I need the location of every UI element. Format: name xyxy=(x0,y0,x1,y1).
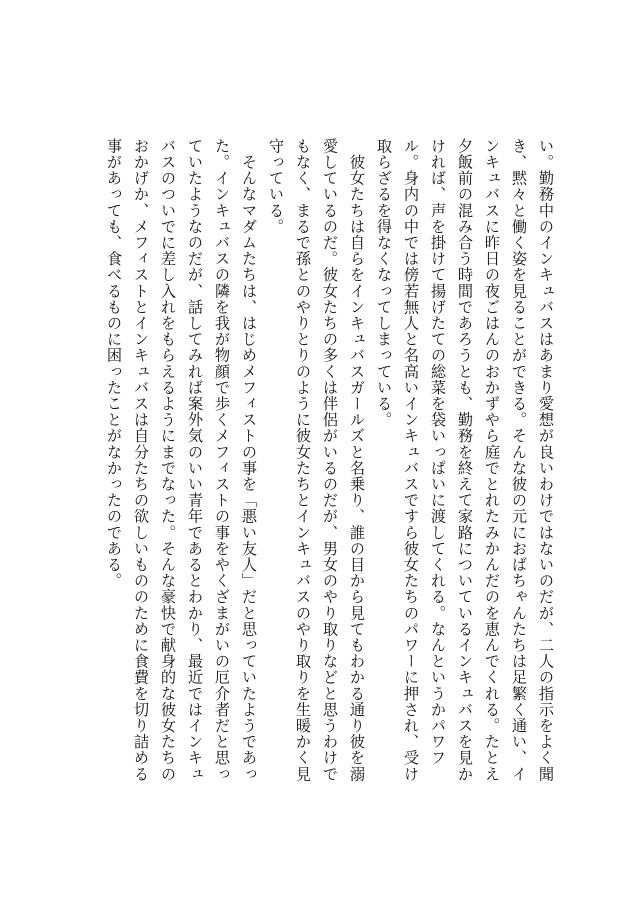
paragraph-1: い。勤務中のインキュバスはあまり愛想が良いわけではないのだが、二人の指示をよく聞き、黙々と働く姿を見ることができる。そんな彼の元におばちゃんたちは足繁く通い、インキュバスに昨日の夜ごはんのおかずやら庭でとれたみかんだのを恵んでくれる。たとえ夕飯前の混み合う時間であろうとも、勤務を終えて家路についているインキュバスを見かければ、声を掛けて揚げたての総菜を袋いっぱいに渡してくれる。なんというかパワフル。身内の中では傍若無人と名高いインキュバスですら彼女たちのパワーに押され、受け取らざるを得なくなってしまっている。 xyxy=(375,138,555,782)
paragraph-2: 彼女たちは自らをインキュバスガールズと名乗り、誰の目から見てもわかる通り彼を溺愛しているのだ。彼女たちの多くは伴侶がいるのだが、男女のやり取りなどと思うわけでもなく、まるで孫とのやりとりのように彼女たちとインキュバスのやり取りを生暖かく見守っている。 xyxy=(267,138,366,782)
paragraph-3: そんなマダムたちは、はじめメフィストの事を「悪い友人」だと思っていたようであった。インキュバスの隣を我が物顔で歩くメフィストの事をやくざまがいの厄介者だと思っていたようなのだが、話してみれば案外気のいい青年であるとわかり、最近ではインキュバスのついでに差し入れをもらえるようにまでなった。そんな豪快で献身的な彼女たちのおかげか、メフィストとインキュバスは自分たちの欲しいもののために食費を切り詰める事があっても、食べるものに困ったことがなかったのである。 xyxy=(105,138,258,782)
vertical-text-body xyxy=(100,138,559,788)
